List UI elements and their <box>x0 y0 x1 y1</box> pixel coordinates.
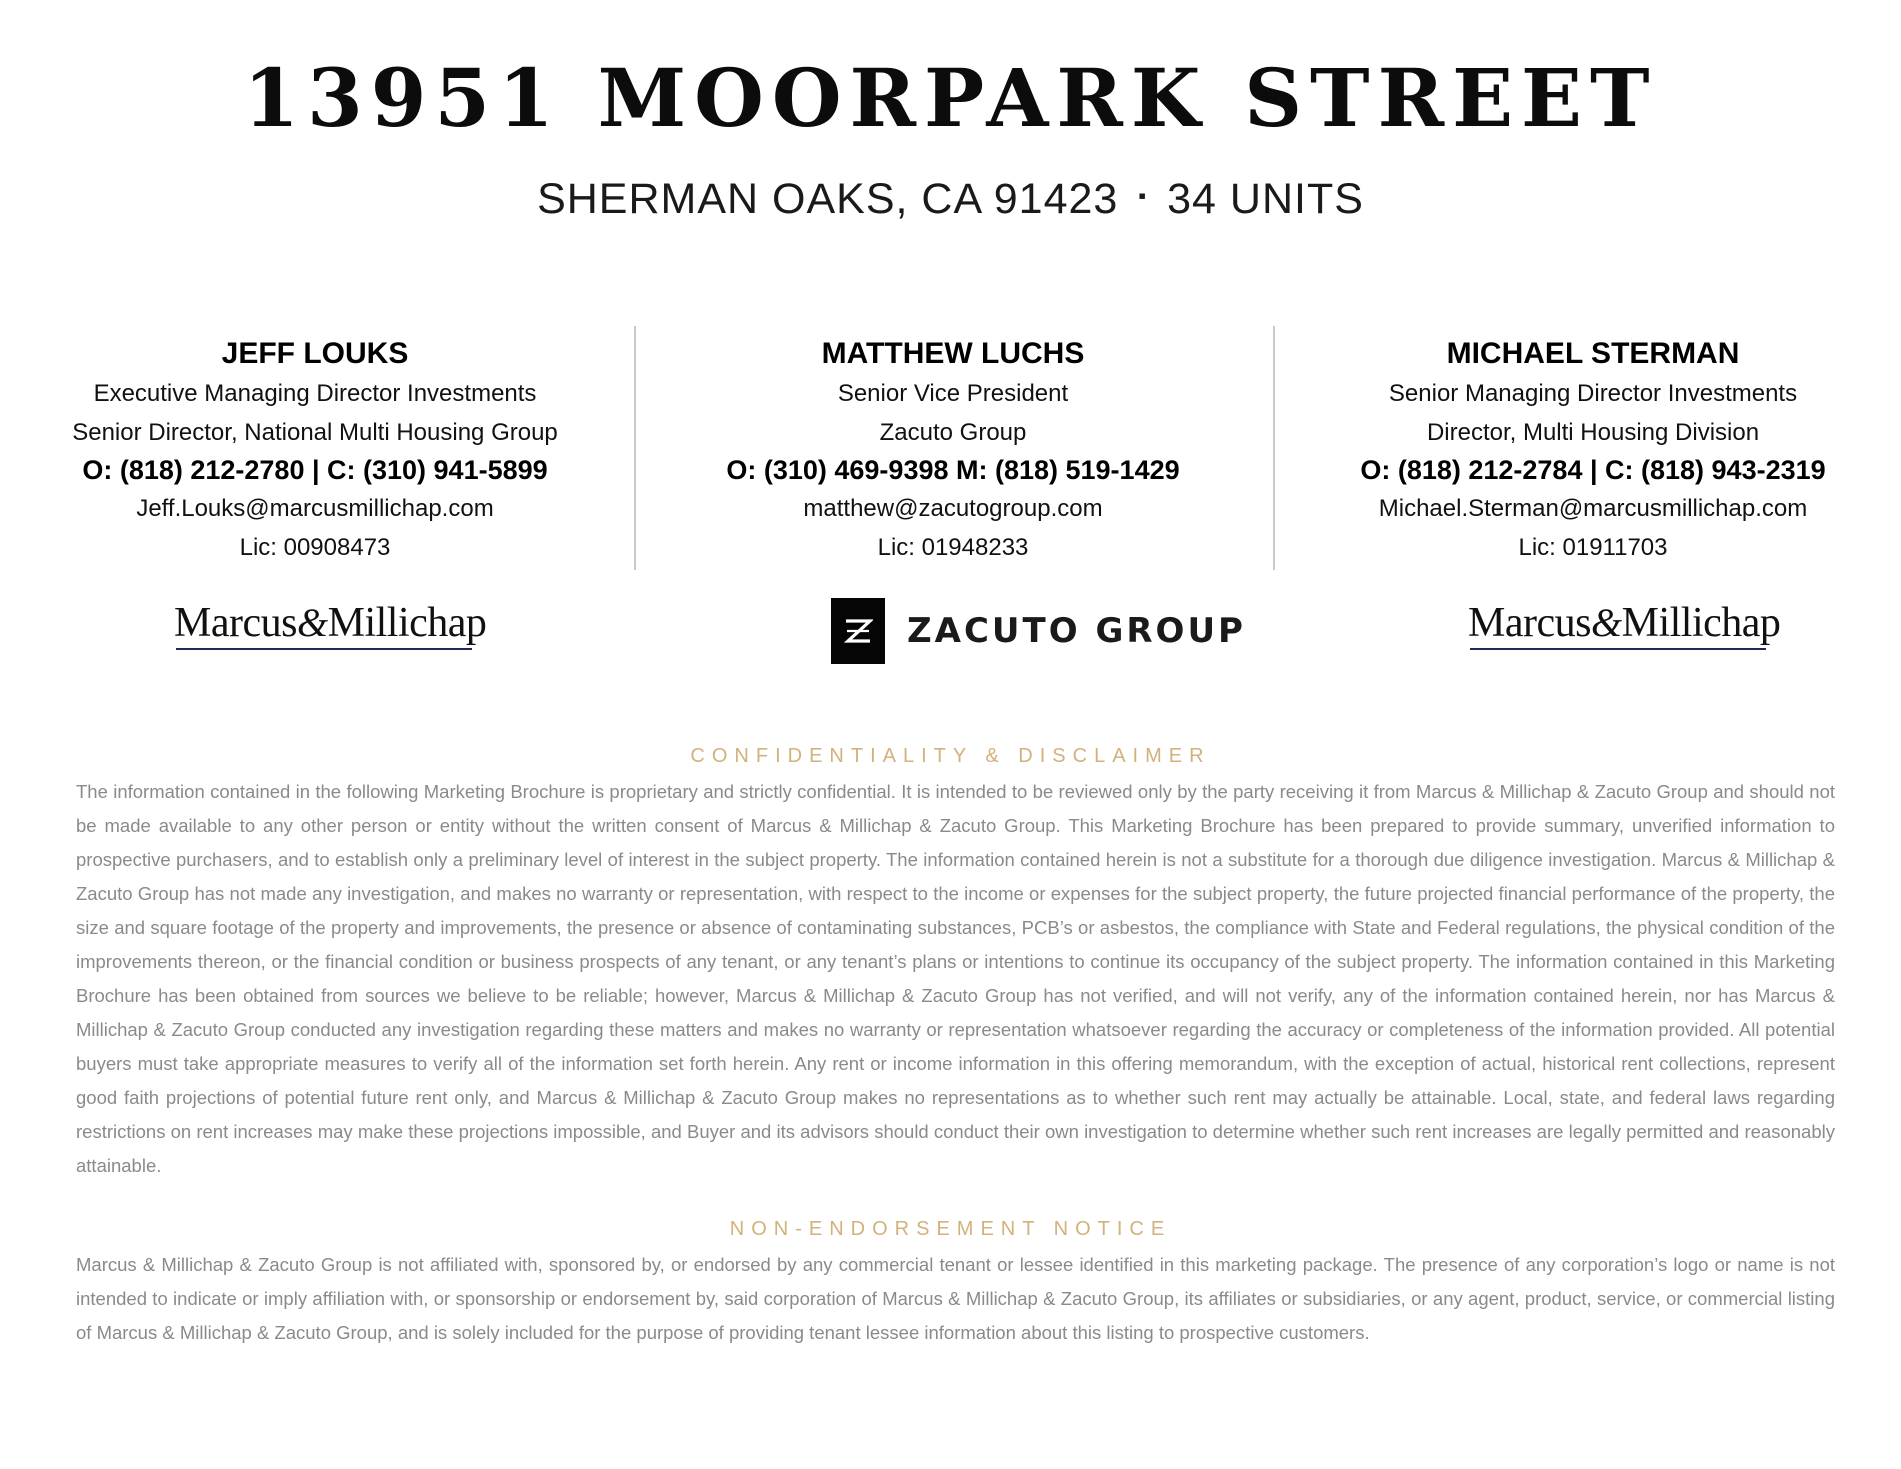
agent-title: Senior Managing Director Investments <box>1388 380 1798 407</box>
logo-word-right: Millichap <box>1621 600 1781 646</box>
confidentiality-body: The information contained in the following Marketing Brochure is proprietary and strictly confidential. It is intended to be reviewed only by the party receiving it from Marcus & Millichap & Zacuto Group and should not be made available to any other person or entity without the written consent of Marcus & Millichap & Zacuto Group. This Marketing Brochure has been prepared to provide summary, unverified information to prospective purchasers, and to establish only a preliminary level of interest in the subject property. The information contained herein is not a substitute for a thorough due diligence investigation. Marcus & Millichap & Zacuto Group has not made any investigation, and makes no warranty or representation, with respect to the income or expenses for the subject property, the future projected financial performance of the property, the size and square footage of the property and improvements, the presence or absence of contaminating substances, PCB’s or asbestos, the compliance with State and Federal regulations, the physical condition of the improvements thereon, or the financial condition or business prospects of any tenant, or any tenant’s plans or intentions to continue its occupancy of the subject property. The information contained in this Marketing Brochure has been obtained from sources we believe to be reliable; however, Marcus & Millichap & Zacuto Group has not verified, and will not verify, any of the information contained herein, nor has Marcus & Millichap & Zacuto Group conducted any investigation regarding these matters and makes no warranty or representation whatsoever regarding the accuracy or completeness of the information provided. All potential buyers must take appropriate measures to verify all of the information set forth herein. Any rent or income information in this offering memorandum, with the exception of actual, historical rent collections, represent good faith projections of potential future rent only, and Marcus & Millichap & Zacuto Group makes no representations as to whether such rent may actually be attainable. Local, state, and federal laws regarding restrictions on rent increases may make these projections impossible, and Buyer and its advisors should conduct their own investigation to determine whether such rent increases are legally permitted and reasonably attainable. <box>76 781 1835 1176</box>
confidentiality-heading: CONFIDENTIALITY & DISCLAIMER <box>690 745 1211 767</box>
column-divider <box>1273 326 1275 570</box>
agent-email[interactable]: Jeff.Louks@marcusmillichap.com <box>136 495 494 522</box>
agent-card-matthew-luchs <box>678 334 1228 567</box>
agent-name: JEFF LOUKS <box>221 337 409 370</box>
column-divider <box>634 326 636 570</box>
agent-name: MICHAEL STERMAN <box>1446 337 1740 370</box>
agent-title-secondary: Zacuto Group <box>879 419 1027 446</box>
agent-phones: O: (310) 469-9398 M: (818) 519-1429 <box>726 455 1180 485</box>
page-subtitle <box>0 175 1901 223</box>
agent-card-jeff-louks <box>40 334 590 567</box>
zacuto-group-logo <box>831 598 1246 664</box>
agent-title: Senior Vice President <box>837 380 1069 407</box>
logo-ampersand: & <box>296 600 328 645</box>
agent-email[interactable]: Michael.Sterman@marcusmillichap.com <box>1378 495 1808 522</box>
logo-underline <box>1470 648 1766 650</box>
agent-name: MATTHEW LUCHS <box>821 337 1085 370</box>
agent-title: Executive Managing Director Investments <box>93 380 537 407</box>
logo-word-left: Marcus <box>1468 600 1591 646</box>
agent-phones: O: (818) 212-2784 | C: (818) 943-2319 <box>1360 455 1826 485</box>
marcus-millichap-logo <box>174 600 487 654</box>
agent-card-michael-sterman <box>1318 334 1868 567</box>
agent-phones: O: (818) 212-2780 | C: (310) 941-5899 <box>82 455 548 485</box>
non-endorsement-heading: NON-ENDORSEMENT NOTICE <box>729 1218 1172 1240</box>
agent-license: Lic: 01911703 <box>1518 534 1668 561</box>
units-text: 34 UNITS <box>1167 175 1364 223</box>
zacuto-wordmark: ZACUTO GROUP <box>907 611 1246 651</box>
agent-email[interactable]: matthew@zacutogroup.com <box>803 495 1103 522</box>
non-endorsement-body: Marcus & Millichap & Zacuto Group is not affiliated with, sponsored by, or endorsed by any commercial tenant or lessee identified in this marketing package. The presence of any corporation’s logo or name is not intended to indicate or imply affiliation with, or sponsorship or endorsement by, said corporation of Marcus & Millichap & Zacuto Group, its affiliates or subsidiaries, or any agent, product, service, or commercial listing of Marcus & Millichap & Zacuto Group, and is solely included for the purpose of providing tenant lessee information about this listing to prospective customers. <box>76 1254 1835 1343</box>
location-text: SHERMAN OAKS, CA 91423 <box>537 175 1119 223</box>
marcus-millichap-logo <box>1468 600 1781 654</box>
agent-license: Lic: 01948233 <box>877 534 1029 561</box>
separator-bullet: ▪ <box>1138 183 1148 208</box>
zacuto-mark-icon <box>831 598 885 664</box>
agent-license: Lic: 00908473 <box>239 534 391 561</box>
agent-title-secondary: Senior Director, National Multi Housing Group <box>72 419 558 446</box>
logo-word-left: Marcus <box>174 600 297 646</box>
page-title: 13951 MOORPARK STREET <box>243 51 1658 145</box>
agent-title-secondary: Director, Multi Housing Division <box>1426 419 1760 446</box>
logo-ampersand: & <box>1590 600 1622 645</box>
logo-word-right: Millichap <box>327 600 487 646</box>
logo-underline <box>176 648 472 650</box>
